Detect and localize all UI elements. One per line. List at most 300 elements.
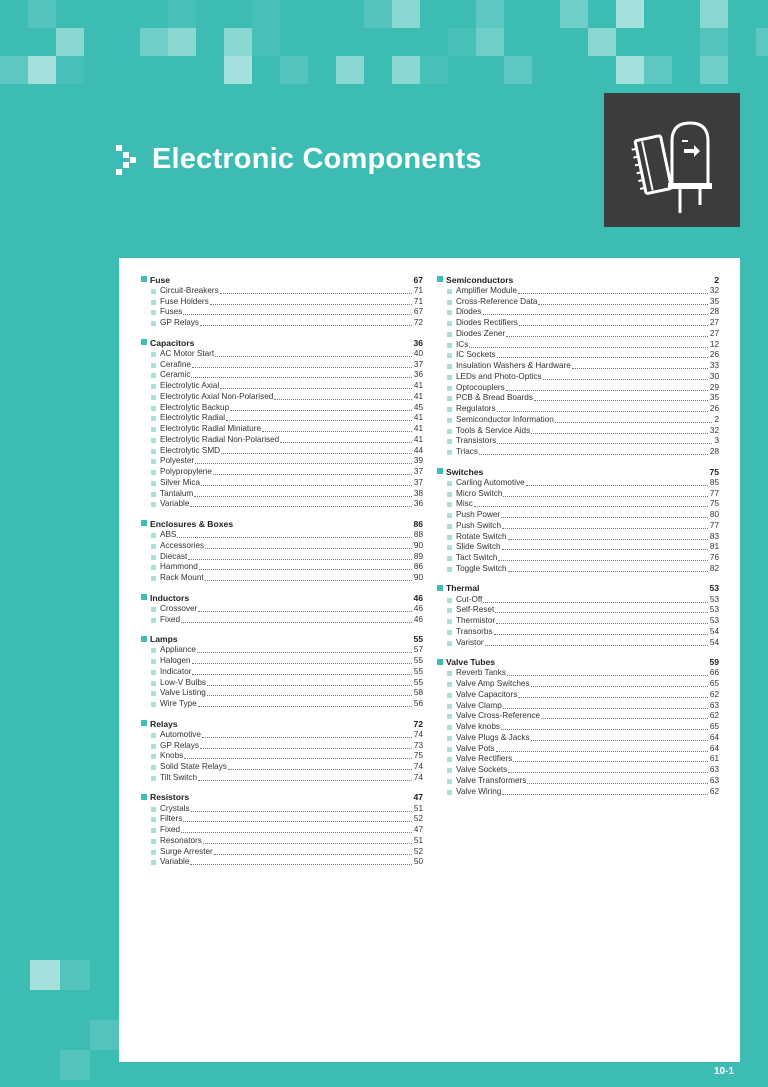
index-entry[interactable]: [437, 743, 719, 754]
category-page: 67: [413, 274, 423, 285]
dot-leader: [213, 474, 412, 475]
mosaic-tile: [700, 56, 728, 84]
index-entry[interactable]: [437, 542, 719, 553]
index-entry[interactable]: [141, 603, 423, 614]
index-entry[interactable]: [437, 764, 719, 775]
entry-name: Transistors: [456, 436, 497, 446]
category-page: 53: [709, 583, 719, 594]
entry-name: Diodes: [456, 307, 482, 317]
category-heading[interactable]: [437, 657, 719, 668]
page-number: 10-1: [714, 1066, 735, 1077]
entry-page: 52: [413, 846, 423, 856]
dot-leader: [228, 769, 412, 770]
entry-name: Appliance: [160, 645, 196, 655]
index-entry[interactable]: [437, 509, 719, 520]
index-entry[interactable]: [141, 655, 423, 666]
index-entry[interactable]: [437, 626, 719, 637]
entry-page: 37: [413, 477, 423, 487]
index-entry[interactable]: [141, 666, 423, 677]
entry-name: Valve Rectifiers: [456, 754, 513, 764]
dot-leader: [519, 325, 708, 326]
index-entry[interactable]: [437, 371, 719, 382]
entry-page: 46: [413, 614, 423, 624]
category-heading[interactable]: [141, 337, 423, 348]
entry-page: 27: [709, 318, 719, 327]
mosaic-tile: [420, 56, 448, 84]
entry-page: 77: [709, 520, 719, 530]
entry-page: 41: [413, 413, 423, 423]
index-entry[interactable]: [141, 370, 423, 381]
index-entry[interactable]: [437, 721, 719, 732]
entry-name: Fixed: [160, 614, 181, 624]
index-entry[interactable]: [437, 531, 719, 542]
category-name: Thermal: [446, 583, 480, 594]
square-bullet-icon: [151, 438, 156, 443]
dot-leader: [555, 422, 713, 423]
square-bullet-icon: [447, 439, 452, 444]
index-entry[interactable]: [141, 359, 423, 370]
entry-name: Rack Mount: [160, 573, 204, 582]
mosaic-tile: [224, 28, 252, 56]
dot-leader: [496, 623, 708, 624]
category-name: Valve Tubes: [446, 657, 496, 667]
category-heading[interactable]: [141, 718, 423, 729]
square-bullet-icon: [447, 513, 452, 518]
dot-leader: [274, 399, 412, 400]
square-bullet-icon: [151, 492, 156, 497]
index-entry[interactable]: [437, 605, 719, 616]
mosaic-tile: [0, 56, 28, 84]
category-page: 36: [413, 337, 423, 348]
entry-page: 90: [413, 540, 423, 550]
mosaic-tile: [168, 28, 196, 56]
entry-name: Solid State Relays: [160, 762, 227, 771]
category-heading[interactable]: [437, 466, 719, 477]
index-entry[interactable]: [141, 456, 423, 467]
entry-name: Push Switch: [456, 520, 502, 530]
dot-leader: [230, 410, 412, 411]
square-bullet-icon: [447, 714, 452, 719]
dot-leader: [201, 485, 412, 486]
square-bullet-icon: [447, 671, 452, 676]
category-heading[interactable]: [141, 274, 423, 285]
square-bullet-icon: [151, 470, 156, 475]
mosaic-tile: [700, 28, 728, 56]
index-entry[interactable]: [141, 488, 423, 499]
dot-leader: [200, 325, 412, 326]
dot-leader: [195, 463, 412, 464]
entry-page: 82: [709, 563, 719, 573]
mosaic-tile: [364, 0, 392, 28]
entry-page: 90: [413, 573, 423, 582]
dot-leader: [526, 485, 708, 486]
mosaic-tile: [756, 28, 768, 56]
index-entry[interactable]: [437, 296, 719, 307]
dot-leader: [188, 559, 412, 560]
dot-leader: [485, 645, 708, 646]
index-entry[interactable]: [141, 645, 423, 656]
square-bullet-icon: [151, 321, 156, 326]
chevron-right-icon: [116, 145, 142, 175]
index-entry[interactable]: [141, 846, 423, 857]
index-entry[interactable]: [437, 477, 719, 488]
entry-page: 32: [709, 425, 719, 435]
entry-name: LEDs and Photo-Optics: [456, 371, 542, 381]
index-entry[interactable]: [141, 466, 423, 477]
index-entry[interactable]: [141, 540, 423, 551]
index-entry[interactable]: [141, 499, 423, 510]
square-bullet-icon: [447, 790, 452, 795]
index-entry[interactable]: [141, 445, 423, 456]
index-entry[interactable]: [141, 698, 423, 709]
index-entry[interactable]: [141, 761, 423, 772]
mosaic-tile: [168, 0, 196, 28]
entry-page: 75: [413, 751, 423, 761]
category-heading[interactable]: [141, 518, 423, 529]
entry-page: 73: [413, 740, 423, 750]
square-bullet-icon: [151, 681, 156, 686]
index-entry[interactable]: [437, 520, 719, 531]
category-heading[interactable]: [141, 792, 423, 803]
square-bullet-icon: [447, 535, 452, 540]
index-entry[interactable]: [437, 678, 719, 689]
index-entry[interactable]: [141, 729, 423, 740]
index-entry[interactable]: [141, 677, 423, 688]
dot-leader: [203, 843, 412, 844]
index-entry[interactable]: [437, 403, 719, 414]
index-entry[interactable]: [437, 700, 719, 711]
entry-name: Diecast: [160, 551, 188, 561]
entry-name: Electrolytic Backup: [160, 402, 230, 412]
square-bullet-icon: [447, 396, 452, 401]
mosaic-tile: [700, 0, 728, 28]
square-bullet-icon: [447, 343, 452, 348]
dot-leader: [207, 695, 412, 696]
mosaic-tile: [90, 1020, 120, 1050]
square-bullet-icon: [447, 332, 452, 337]
entry-page: 45: [413, 402, 423, 412]
dot-leader: [190, 506, 411, 507]
entry-name: Wire Type: [160, 699, 197, 708]
square-bullet-icon: [447, 768, 452, 773]
entry-name: Insulation Washers & Hardware: [456, 361, 571, 370]
index-entry[interactable]: [437, 360, 719, 371]
entry-name: Tilt Switch: [160, 772, 197, 782]
entry-name: Misc: [456, 499, 473, 509]
mosaic-tile: [252, 28, 280, 56]
square-bullet-icon: [151, 352, 156, 357]
entry-page: 26: [709, 350, 719, 360]
square-bullet-icon: [447, 450, 452, 455]
dot-leader: [495, 612, 708, 613]
index-entry[interactable]: [141, 740, 423, 751]
index-entry[interactable]: [141, 296, 423, 307]
entry-page: 53: [709, 605, 719, 615]
entry-page: 52: [413, 814, 423, 824]
index-entry[interactable]: [141, 529, 423, 540]
index-entry[interactable]: [141, 857, 423, 868]
square-bullet-icon: [447, 630, 452, 635]
entry-page: 55: [413, 677, 423, 687]
dot-leader: [483, 314, 708, 315]
index-entry[interactable]: [437, 552, 719, 563]
index-entry[interactable]: [437, 328, 719, 339]
index-entry[interactable]: [437, 615, 719, 626]
entry-name: Electrolytic Radial Miniature: [160, 424, 262, 433]
index-entry[interactable]: [141, 434, 423, 445]
entry-name: Circuit-Breakers: [160, 285, 219, 295]
entry-page: 57: [413, 645, 423, 655]
entry-name: Fixed: [160, 825, 181, 834]
dot-leader: [200, 748, 412, 749]
square-bullet-icon: [151, 544, 156, 549]
index-entry[interactable]: [437, 594, 719, 605]
square-bullet-icon: [141, 339, 147, 345]
entry-page: 80: [709, 510, 719, 519]
mosaic-tile: [56, 56, 84, 84]
square-bullet-icon: [151, 670, 156, 675]
index-entry[interactable]: [141, 614, 423, 625]
category-name: Inductors: [150, 592, 190, 603]
dot-leader: [502, 794, 708, 795]
index-section: [141, 518, 423, 583]
square-bullet-icon: [151, 744, 156, 749]
capacitor-led-icon: [604, 93, 740, 227]
square-bullet-icon: [151, 807, 156, 812]
index-entry[interactable]: [437, 488, 719, 499]
entry-name: Toggle Switch: [456, 563, 507, 573]
square-bullet-icon: [437, 659, 443, 665]
mosaic-tile: [392, 56, 420, 84]
entry-name: Amplifier Module: [456, 285, 517, 295]
index-entry[interactable]: [437, 285, 719, 296]
square-bullet-icon: [151, 691, 156, 696]
category-heading[interactable]: [141, 634, 423, 645]
dot-leader: [192, 674, 411, 675]
entry-page: 33: [709, 361, 719, 370]
index-entry[interactable]: [141, 477, 423, 488]
dot-leader: [479, 454, 708, 455]
index-entry[interactable]: [141, 307, 423, 318]
index-entry[interactable]: [437, 786, 719, 797]
index-entry[interactable]: [141, 803, 423, 814]
index-entry[interactable]: [141, 562, 423, 573]
entry-name: Triacs: [456, 447, 478, 456]
index-panel: [119, 258, 740, 1062]
mosaic-tile: [644, 56, 672, 84]
entry-page: 47: [413, 825, 423, 834]
square-bullet-icon: [447, 300, 452, 305]
dot-leader: [197, 652, 412, 653]
entry-page: 50: [413, 857, 423, 867]
index-entry[interactable]: [437, 668, 719, 679]
index-entry[interactable]: [437, 446, 719, 457]
index-entry[interactable]: [437, 499, 719, 510]
entry-page: 58: [413, 688, 423, 698]
index-entry[interactable]: [437, 307, 719, 318]
dot-leader: [181, 832, 412, 833]
entry-name: Hammond: [160, 562, 198, 572]
entry-name: Tantalum: [160, 488, 194, 498]
dot-leader: [474, 506, 708, 507]
square-bullet-icon: [447, 502, 452, 507]
category-icon-box: [604, 93, 740, 227]
square-bullet-icon: [447, 364, 452, 369]
index-entry[interactable]: [437, 732, 719, 743]
dot-leader: [199, 569, 412, 570]
index-entry[interactable]: [437, 563, 719, 574]
index-entry[interactable]: [141, 413, 423, 424]
entry-name: AC Motor Start: [160, 348, 215, 358]
index-entry[interactable]: [141, 391, 423, 402]
category-heading[interactable]: [437, 583, 719, 594]
square-bullet-icon: [447, 619, 452, 624]
entry-name: Electrolytic SMD: [160, 445, 221, 455]
entry-page: 29: [709, 382, 719, 392]
index-entry[interactable]: [437, 350, 719, 361]
entry-page: 28: [709, 447, 719, 456]
index-entry[interactable]: [141, 772, 423, 783]
category-page: 2: [714, 274, 719, 285]
index-entry[interactable]: [437, 637, 719, 648]
entry-name: Self-Reset: [456, 605, 495, 615]
square-bullet-icon: [151, 481, 156, 486]
square-bullet-icon: [151, 607, 156, 612]
square-bullet-icon: [151, 416, 156, 421]
index-entry[interactable]: [437, 689, 719, 700]
square-bullet-icon: [447, 524, 452, 529]
dot-leader: [572, 368, 708, 369]
entry-name: Micro Switch: [456, 488, 503, 498]
square-bullet-icon: [447, 693, 452, 698]
square-bullet-icon: [447, 779, 452, 784]
entry-name: Accessories: [160, 540, 205, 550]
mosaic-tile: [60, 1050, 90, 1080]
entry-page: 71: [413, 285, 423, 295]
entry-name: Rotate Switch: [456, 531, 507, 541]
entry-name: Semiconductor Information: [456, 414, 554, 424]
entry-page: 35: [709, 296, 719, 306]
entry-page: 65: [709, 722, 719, 731]
entry-page: 85: [709, 477, 719, 487]
entry-page: 67: [413, 307, 423, 317]
entry-name: Fuse Holders: [160, 296, 209, 306]
category-heading[interactable]: [141, 592, 423, 603]
dot-leader: [527, 783, 708, 784]
dot-leader: [191, 811, 412, 812]
entry-name: Regulators: [456, 404, 496, 413]
entry-page: 36: [413, 370, 423, 380]
square-bullet-icon: [447, 736, 452, 741]
dot-leader: [190, 864, 411, 865]
dot-leader: [531, 686, 708, 687]
entry-page: 56: [413, 699, 423, 708]
entry-page: 64: [709, 732, 719, 742]
square-bullet-icon: [151, 395, 156, 400]
entry-name: Automotive: [160, 729, 201, 739]
square-bullet-icon: [447, 418, 452, 423]
square-bullet-icon: [447, 608, 452, 613]
entry-name: Polypropylene: [160, 467, 212, 476]
square-bullet-icon: [447, 682, 452, 687]
entry-page: 63: [709, 775, 719, 785]
index-entry[interactable]: [437, 425, 719, 436]
entry-name: Electrolytic Radial Non-Polarised: [160, 434, 280, 444]
square-bullet-icon: [447, 545, 452, 550]
index-entry[interactable]: [141, 572, 423, 583]
index-entry[interactable]: [437, 754, 719, 765]
category-name: Lamps: [150, 634, 178, 644]
index-entry[interactable]: [141, 402, 423, 413]
entry-name: Valve Plugs & Jacks: [456, 732, 530, 742]
dot-leader: [503, 496, 707, 497]
index-entry[interactable]: [141, 814, 423, 825]
category-heading[interactable]: [437, 274, 719, 285]
index-entry[interactable]: [141, 835, 423, 846]
mosaic-tile: [448, 28, 476, 56]
dot-leader: [221, 453, 412, 454]
index-entry[interactable]: [141, 423, 423, 434]
index-entry[interactable]: [437, 436, 719, 447]
entry-page: 53: [709, 594, 719, 604]
dot-leader: [531, 740, 708, 741]
mosaic-tile: [252, 0, 280, 28]
dot-leader: [194, 496, 412, 497]
index-entry[interactable]: [141, 380, 423, 391]
category-page: 47: [413, 792, 423, 803]
title-block: [116, 143, 482, 176]
index-entry[interactable]: [141, 317, 423, 328]
dot-leader: [220, 293, 412, 294]
square-bullet-icon: [151, 839, 156, 844]
entry-page: 41: [413, 424, 423, 433]
index-entry[interactable]: [141, 688, 423, 699]
index-entry[interactable]: [141, 551, 423, 562]
square-bullet-icon: [437, 468, 443, 474]
entry-page: 12: [709, 339, 719, 349]
entry-name: IC Sockets: [456, 350, 496, 360]
entry-name: Knobs: [160, 751, 184, 761]
index-entry[interactable]: [437, 382, 719, 393]
footer-mosaic: [0, 960, 120, 1087]
index-entry[interactable]: [141, 751, 423, 762]
index-entry[interactable]: [437, 414, 719, 425]
index-entry[interactable]: [437, 775, 719, 786]
dot-leader: [541, 718, 708, 719]
square-bullet-icon: [151, 289, 156, 294]
index-entry[interactable]: [437, 711, 719, 722]
entry-name: Valve Amp Switches: [456, 679, 530, 688]
entry-page: 66: [709, 668, 719, 678]
index-entry[interactable]: [437, 339, 719, 350]
entry-name: Ceramic: [160, 370, 191, 380]
dot-leader: [198, 706, 412, 707]
square-bullet-icon: [151, 776, 156, 781]
square-bullet-icon: [151, 659, 156, 664]
index-entry[interactable]: [141, 285, 423, 296]
entry-name: Optocouplers: [456, 382, 505, 392]
entry-page: 27: [709, 328, 719, 338]
dot-leader: [503, 708, 708, 709]
index-entry[interactable]: [141, 348, 423, 359]
square-bullet-icon: [447, 598, 452, 603]
index-section: [437, 583, 719, 648]
index-entry[interactable]: [437, 393, 719, 404]
dot-leader: [494, 634, 708, 635]
index-entry[interactable]: [141, 824, 423, 835]
index-entry[interactable]: [437, 317, 719, 328]
entry-name: Valve Pots: [456, 743, 495, 753]
